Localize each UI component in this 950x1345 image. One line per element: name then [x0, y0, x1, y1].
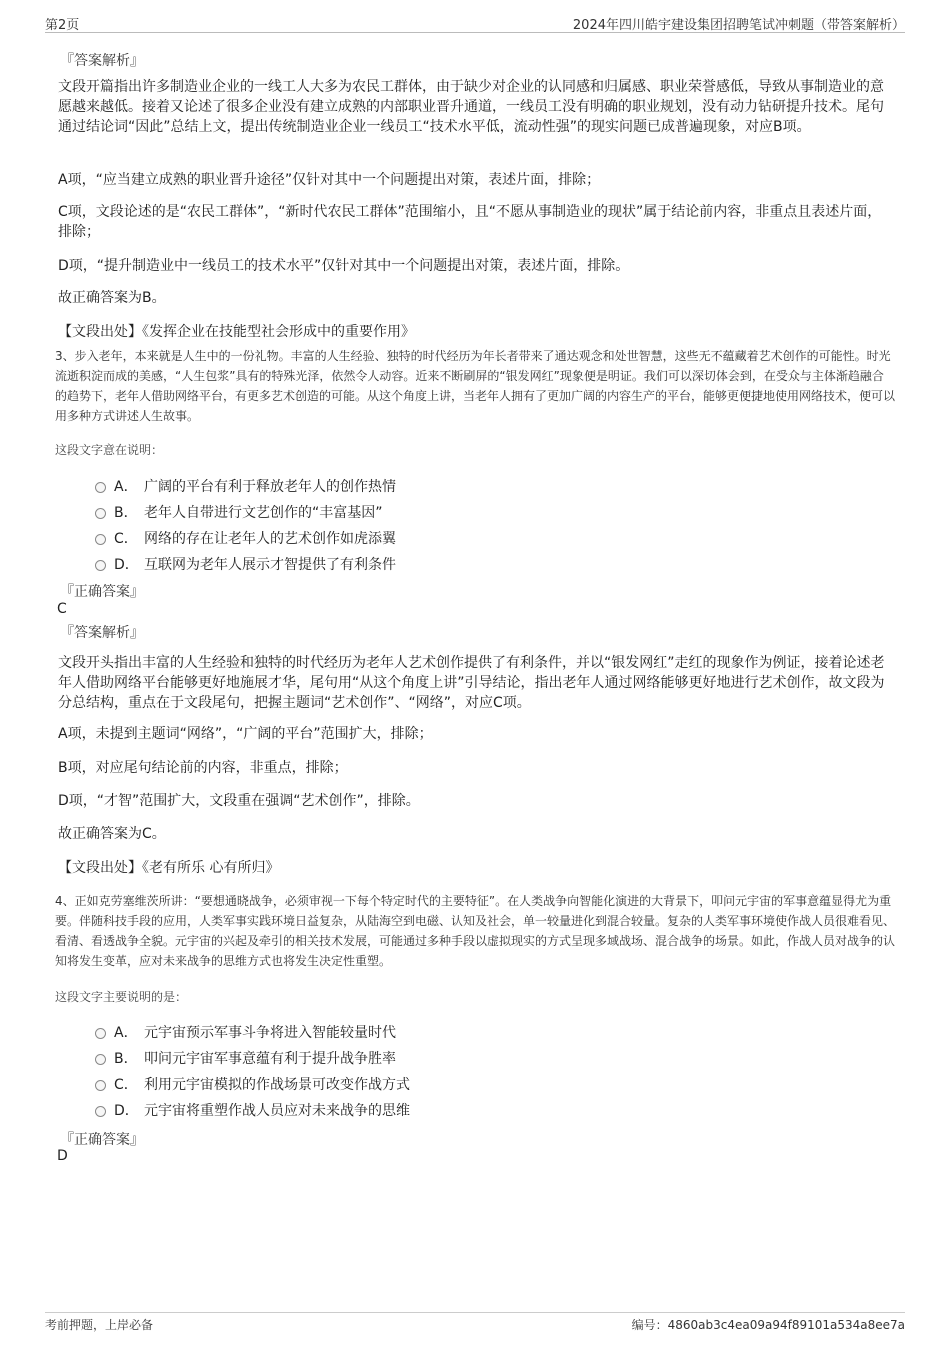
q2-analysis: 文段开篇指出许多制造业企业的一线工人大多为农民工群体，由于缺少对企业的认同感和归属感、职业荣誉感低，导致从事制造业的意愿越来越低。接着又论述了很多企业没有建立成熟的内部职业晋升通道，一线员工没有明确的职业规划，没有动力钻研提升技术。尾句通过结论词“因此”总结上文，提出传统制造业企业一线员工“技术水平低，流动性强”的现实问题已成普遍现象，对应B项。	[58, 79, 884, 135]
q4-answer: D	[57, 1148, 68, 1164]
footer-slogan: 考前押题，上岸必备	[45, 1318, 154, 1332]
q2-source: 【文段出处】《发挥企业在技能型社会形成中的重要作用》	[58, 324, 415, 340]
q3-analysis-label: 『答案解析』	[60, 625, 144, 641]
option-text: 网络的存在让老年人的艺术创作如虎添翼	[144, 531, 396, 547]
radio-icon[interactable]	[95, 1054, 106, 1065]
document-id: 编号：4860ab3c4ea09a94f89101a534a8ee7a	[631, 1318, 905, 1332]
option-text: 元宇宙预示军事斗争将进入智能较量时代	[144, 1025, 396, 1041]
q4-answer-label: 『正确答案』	[60, 1132, 144, 1148]
q3-option-b[interactable]	[95, 502, 383, 522]
page-number: 第2页	[45, 18, 80, 33]
document-title: 2024年四川皓宇建设集团招聘笔试冲刺题（带答案解析）	[572, 18, 905, 33]
q3-conclusion: 故正确答案为C。	[58, 826, 166, 842]
option-text: 元宇宙将重塑作战人员应对未来战争的思维	[144, 1103, 410, 1119]
page-footer	[45, 1312, 905, 1335]
radio-icon[interactable]	[95, 1028, 106, 1039]
radio-icon[interactable]	[95, 482, 106, 493]
q3-text: 3、步入老年，本来就是人生中的一份礼物。丰富的人生经验、独特的时代经历为年长者带来了通达观念和处世智慧，这些无不蕴藏着艺术创作的可能性。时光流逝积淀而成的美感，“人生包浆”具有的特殊光泽，依然令人动容。近来不断刷屏的“银发网红”现象便是明证。我们可以深切体会到，在受众与主体渐趋融合的趋势下，老年人借助网络平台，有更多艺术创造的可能。从这个角度上讲，当老年人拥有了更加广阔的内容生产的平台，能够更便捷地使用网络技术，便可以用多种方式讲述人生故事。	[55, 349, 896, 423]
q3-note-b: B项，对应尾句结论前的内容，非重点，排除；	[58, 760, 348, 776]
radio-icon[interactable]	[95, 1080, 106, 1091]
radio-icon[interactable]	[95, 1106, 106, 1117]
option-key: A．	[114, 1025, 138, 1041]
q3-option-d[interactable]	[95, 554, 396, 574]
q4-option-d[interactable]	[95, 1100, 410, 1120]
page-header	[45, 14, 905, 33]
radio-icon[interactable]	[95, 534, 106, 545]
option-key: D．	[114, 557, 139, 573]
q4-text: 4、正如克劳塞维茨所讲：“要想通晓战争，必须审视一下每个特定时代的主要特征”。在人类战争向智能化演进的大背景下，叩问元宇宙的军事意蕴显得尤为重要。伴随科技手段的应用，人类军事实践环境日益复杂，从陆海空到电磁、认知及社会，单一较量进化到混合较量。复杂的人类军事环境使作战人员很难看见、看清、看透战争全貌。元宇宙的兴起及牵引的相关技术发展，可能通过多种手段以虚拟现实的方式呈现多域战场、混合战争的场景。如此，作战人员对战争的认知将发生变革，应对未来战争的思维方式也将发生决定性重塑。	[55, 894, 896, 968]
q4-option-c[interactable]	[95, 1074, 410, 1094]
q3-answer-label: 『正确答案』	[60, 584, 144, 600]
option-text: 叩问元宇宙军事意蕴有利于提升战争胜率	[144, 1051, 396, 1067]
option-key: B．	[114, 1051, 138, 1067]
q3-option-a[interactable]	[95, 476, 396, 496]
radio-icon[interactable]	[95, 560, 106, 571]
q3-source: 【文段出处】《老有所乐 心有所归》	[58, 860, 280, 876]
q2-note-d: D项，“提升制造业中一线员工的技术水平”仅针对其中一个问题提出对策，表述片面，排除。	[58, 258, 630, 274]
q2-note-a: A项，“应当建立成熟的职业晋升途径”仅针对其中一个问题提出对策，表述片面，排除；	[58, 172, 601, 188]
q2-note-c: C项，文段论述的是“农民工群体”，“新时代农民工群体”范围缩小，且“不愿从事制造业的现状”属于结论前内容，非重点且表述片面，排除；	[58, 204, 882, 240]
option-text: 利用元宇宙模拟的作战场景可改变作战方式	[144, 1077, 410, 1093]
option-key: A．	[114, 479, 138, 495]
option-text: 互联网为老年人展示才智提供了有利条件	[144, 557, 396, 573]
q4-stem: 这段文字主要说明的是：	[55, 990, 188, 1004]
q2-analysis-label: 『答案解析』	[60, 53, 144, 69]
option-key: C．	[114, 1077, 138, 1093]
option-key: C．	[114, 531, 138, 547]
option-text: 广阔的平台有利于释放老年人的创作热情	[144, 479, 396, 495]
q3-answer: C	[57, 601, 67, 617]
radio-icon[interactable]	[95, 508, 106, 519]
q4-option-a[interactable]	[95, 1022, 396, 1042]
q2-conclusion: 故正确答案为B。	[58, 290, 166, 306]
q3-note-a: A项，未提到主题词“网络”，“广阔的平台”范围扩大，排除；	[58, 726, 433, 742]
q3-note-d: D项，“才智”范围扩大，文段重在强调“艺术创作”，排除。	[58, 793, 420, 809]
q3-analysis: 文段开头指出丰富的人生经验和独特的时代经历为老年人艺术创作提供了有利条件，并以“银发网红”走红的现象作为例证，接着论述老年人借助网络平台能够更好地施展才华，尾句用“从这个角度上讲”引导结论，指出老年人通过网络能够更好地进行艺术创作，故文段为分总结构，重点在于文段尾句，把握主题词“艺术创作”、“网络”，对应C项。	[58, 655, 885, 711]
q3-stem: 这段文字意在说明：	[55, 443, 164, 457]
q4-option-b[interactable]	[95, 1048, 396, 1068]
option-text: 老年人自带进行文艺创作的“丰富基因”	[144, 505, 383, 521]
option-key: D．	[114, 1103, 139, 1119]
option-key: B．	[114, 505, 138, 521]
q3-option-c[interactable]	[95, 528, 396, 548]
